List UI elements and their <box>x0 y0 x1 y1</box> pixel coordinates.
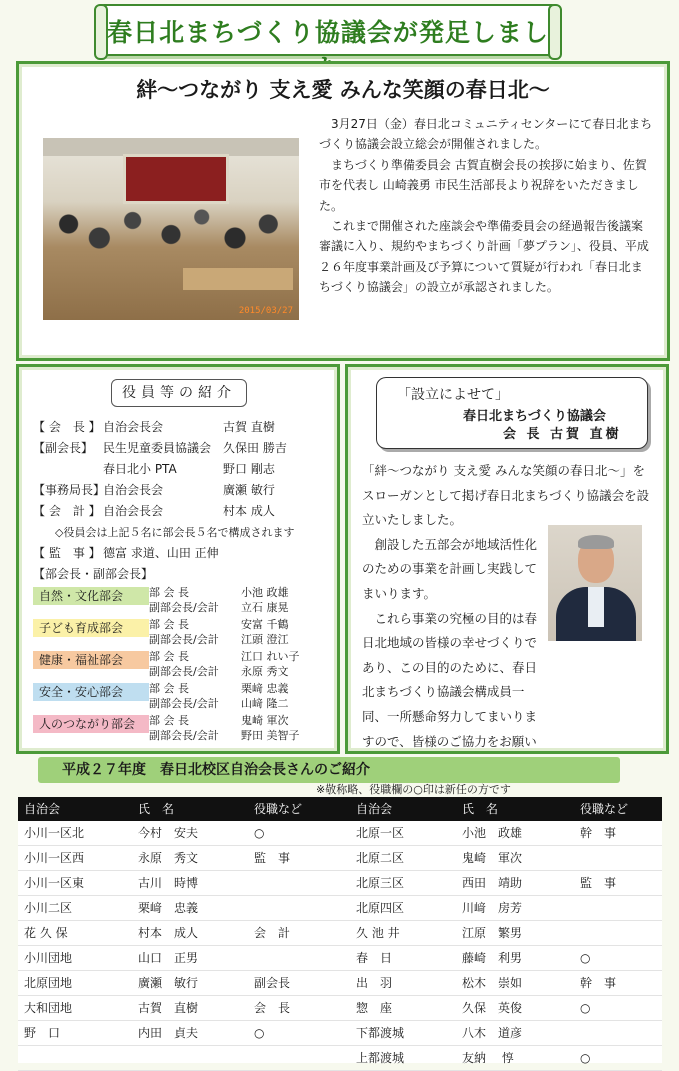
officer-row <box>33 417 333 438</box>
header-cell: 役職など <box>580 802 629 816</box>
roster-note: ※敬称略、役職欄の○印は新任の方です <box>316 783 511 796</box>
row-name: 鬼崎 軍次 <box>462 851 523 865</box>
row-position: 監 事 <box>254 851 291 865</box>
row-association: 北原団地 <box>24 976 73 990</box>
meeting-paragraph: まちづくり準備委員会 古賀直樹会長の挨拶に始まり、佐賀市を代表し 山崎義勇 市民生活部長より祝辞をいただきました。 <box>319 157 647 213</box>
row-position: 監 事 <box>580 876 617 890</box>
header-cell: 自治会 <box>356 802 393 816</box>
post-name: 立石 康晃 <box>241 601 289 614</box>
row-position: 幹 事 <box>580 976 617 990</box>
roster-row <box>18 1046 662 1071</box>
officers-box <box>16 364 340 754</box>
roster-row <box>18 946 662 971</box>
post-title: 部 会 長 <box>149 618 189 631</box>
row-association: 惣 座 <box>356 1001 393 1015</box>
row-association: 小川一区東 <box>24 876 85 890</box>
row-position <box>248 1046 350 1070</box>
officer-row <box>33 501 333 522</box>
division-row <box>33 617 333 649</box>
post-name: 江口 れい子 <box>241 650 300 663</box>
row-position <box>248 946 350 970</box>
row-association: 北原二区 <box>356 851 405 865</box>
row-name: 古賀 直樹 <box>138 1001 199 1015</box>
officers-title: 役員等の紹介 <box>111 379 247 407</box>
roster-row <box>18 871 662 896</box>
roster-row <box>18 996 662 1021</box>
post-title: 部 会 長 <box>149 682 189 695</box>
row-position: ○ <box>254 826 265 840</box>
message-header <box>376 377 648 449</box>
post-title: 副部会長/会計 <box>149 697 219 710</box>
division-row <box>33 713 333 745</box>
row-association: 花 久 保 <box>24 926 68 940</box>
row-position: 会 計 <box>254 926 291 940</box>
row-name: 山口 正男 <box>138 951 199 965</box>
row-name: 永原 秀文 <box>138 851 199 865</box>
post-name: 小池 政雄 <box>241 586 289 599</box>
page-banner <box>100 4 556 56</box>
photo-date-stamp: 2015/03/27 <box>238 306 293 316</box>
row-name: 江原 繁男 <box>462 926 523 940</box>
row-association: 小川一区西 <box>24 851 85 865</box>
division-badge: 健康・福祉部会 <box>33 651 149 669</box>
message-organization: 春日北まちづくり協議会 <box>463 409 606 424</box>
message-paragraph: これら事業の究極の目的は春日北地域の皆様の幸せづくりであり、この目的のために、春日北まちづくり協議会構成員一同、一所懸命努力してまいりますので、皆様のご協力をお願い <box>362 610 538 749</box>
row-position <box>574 846 660 870</box>
row-name: 八木 道彦 <box>462 1026 523 1040</box>
division-row <box>33 681 333 713</box>
division-row <box>33 649 333 681</box>
row-position: 会 長 <box>254 1001 291 1015</box>
officer-group: 自治会長会 <box>103 420 164 434</box>
post-name: 安富 千鶴 <box>241 618 289 631</box>
post-name: 永原 秀文 <box>241 665 289 678</box>
row-association: 大和団地 <box>24 1001 73 1015</box>
roster-row <box>18 1021 662 1046</box>
officer-role: 【 会 長 】 <box>33 420 101 434</box>
officer-group: 民生児童委員協議会 <box>103 441 212 455</box>
meeting-heading: 絆～つながり 支え愛 みんな笑顔の春日北～ <box>136 78 550 102</box>
officer-row <box>33 459 333 480</box>
row-position: ○ <box>580 1001 591 1015</box>
officer-list <box>33 417 333 745</box>
row-name: 廣瀬 敏行 <box>138 976 199 990</box>
post-title: 副部会長/会計 <box>149 601 219 614</box>
post-title: 副部会長/会計 <box>149 633 219 646</box>
row-association: 出 羽 <box>356 976 393 990</box>
roster-row <box>18 846 662 871</box>
post-title: 副部会長/会計 <box>149 729 219 742</box>
post-title: 部 会 長 <box>149 714 189 727</box>
page-title: 春日北まちづくり協議会が発足しまし <box>107 18 549 47</box>
meeting-photo <box>43 138 299 320</box>
row-association: 小川二区 <box>24 901 73 915</box>
row-position <box>574 896 660 920</box>
header-cell: 役職など <box>254 802 303 816</box>
row-name: 今村 安夫 <box>138 826 199 840</box>
row-association: 野 口 <box>24 1026 61 1040</box>
row-position: 副会長 <box>254 976 291 990</box>
row-position: ○ <box>254 1026 265 1040</box>
meeting-paragraph: 3月27日（金）春日北コミュニティセンターにて春日北まちづくり協議会設立総会が開催されました。 <box>319 117 653 152</box>
division-badge: 子ども育成部会 <box>33 619 149 637</box>
auditor-role: 【 監 事 】 <box>33 546 101 560</box>
roster-row <box>18 921 662 946</box>
post-name: 山﨑 隆二 <box>241 697 289 710</box>
row-position: 幹 事 <box>580 826 617 840</box>
roster-row <box>18 896 662 921</box>
roster-body <box>18 821 662 1071</box>
message-title: 「設立によせて」 <box>397 387 509 403</box>
roster-header-row <box>18 797 662 821</box>
officer-name: 村本 成人 <box>223 504 275 518</box>
row-name: 西田 靖助 <box>462 876 523 890</box>
post-title: 副部会長/会計 <box>149 665 219 678</box>
officer-group: 自治会長会 <box>103 483 164 497</box>
roster-row <box>18 971 662 996</box>
officer-role <box>33 459 103 480</box>
photo-table <box>183 268 293 290</box>
message-paragraph: 創設した五部会が地域活性化のための事業を計画し実践してまいります。 <box>362 536 538 601</box>
row-association: 北原三区 <box>356 876 405 890</box>
row-association: 北原四区 <box>356 901 405 915</box>
row-association <box>18 1046 134 1070</box>
row-name: 松木 崇如 <box>462 976 523 990</box>
header-cell: 自治会 <box>24 802 61 816</box>
row-position <box>574 1021 660 1045</box>
post-title: 部 会 長 <box>149 650 189 663</box>
roster-table <box>18 797 662 1063</box>
message-paragraph: 「絆～つながり 支え愛 みんな笑顔の春日北～」をスローガンとして掲げ春日北まちづくり協議会を設立いたしました。 <box>362 463 650 528</box>
row-association: 春 日 <box>356 951 393 965</box>
row-name: 村本 成人 <box>138 926 199 940</box>
officer-row <box>33 438 333 459</box>
photo-audience <box>43 196 299 266</box>
row-name: 内田 貞夫 <box>138 1026 199 1040</box>
post-name: 野田 美智子 <box>241 729 300 742</box>
row-association: 久 池 井 <box>356 926 400 940</box>
meeting-paragraph: これまで開催された座談会や準備委員会の経過報告後議案審議に入り、規約やまちづくり計画「夢プラン」、役員、平成２６年度事業計画及び予算について質疑が行われ「春日北まちづくり協議会」の設立が承認されました。 <box>319 219 649 295</box>
row-name: 友納 惇 <box>462 1051 514 1065</box>
officer-row <box>33 480 333 501</box>
roster-title: 平成２７年度 春日北校区自治会長さんのご紹介 <box>38 757 620 783</box>
officer-name: 野口 剛志 <box>223 462 275 476</box>
row-name: 藤崎 利男 <box>462 951 523 965</box>
header-cell: 氏 名 <box>462 802 499 816</box>
row-name <box>134 1046 248 1070</box>
row-name: 小池 政雄 <box>462 826 523 840</box>
division-badge: 自然・文化部会 <box>33 587 149 605</box>
roster-row <box>18 821 662 846</box>
post-name: 鬼崎 軍次 <box>241 714 289 727</box>
officer-group: 自治会長会 <box>103 504 164 518</box>
meeting-text <box>319 114 653 298</box>
division-heading: 【部会長・副部会長】 <box>33 567 154 581</box>
row-name: 川﨑 房芳 <box>462 901 523 915</box>
message-author: 会 長 古賀 直樹 <box>503 427 622 442</box>
row-position <box>248 896 350 920</box>
officer-role: 【事務局長】 <box>33 483 106 497</box>
row-association: 小川一区北 <box>24 826 85 840</box>
officer-role: 【副会長】 <box>33 441 94 455</box>
post-name: 栗﨑 忠義 <box>241 682 289 695</box>
division-badge: 人のつながり部会 <box>33 715 149 733</box>
row-name: 久保 英俊 <box>462 1001 523 1015</box>
post-name: 江頭 澄江 <box>241 633 289 646</box>
row-position: ○ <box>580 1051 591 1065</box>
division-posts <box>149 649 311 679</box>
row-position: ○ <box>580 951 591 965</box>
officer-name: 久保田 勝吉 <box>223 441 287 455</box>
post-title: 部 会 長 <box>149 586 189 599</box>
auditor-row <box>33 543 333 564</box>
row-association: 下都渡城 <box>356 1026 405 1040</box>
row-name: 古川 時博 <box>138 876 199 890</box>
president-message-box <box>345 364 669 754</box>
officer-name: 古賀 直樹 <box>223 420 275 434</box>
row-association: 小川団地 <box>24 951 73 965</box>
officer-name: 廣瀬 敏行 <box>223 483 275 497</box>
division-posts <box>149 617 311 647</box>
division-badge: 安全・安心部会 <box>33 683 149 701</box>
officer-note: ◇役員会は上記５名に部会長５名で構成されます <box>55 526 295 539</box>
division-posts <box>149 681 311 711</box>
meeting-report-box <box>16 61 670 361</box>
row-position <box>574 921 660 945</box>
row-position <box>248 871 350 895</box>
message-text <box>362 459 652 779</box>
division-posts <box>149 713 311 743</box>
auditor-names: 德富 求道、山田 正伸 <box>103 546 219 560</box>
division-row <box>33 585 333 617</box>
officer-role: 【 会 計 】 <box>33 504 101 518</box>
officer-group: 春日北小 PTA <box>103 462 177 476</box>
row-association: 上都渡城 <box>356 1051 405 1065</box>
header-cell: 氏 名 <box>138 802 175 816</box>
division-posts <box>149 585 311 615</box>
row-name: 栗﨑 忠義 <box>138 901 199 915</box>
row-association: 北原一区 <box>356 826 405 840</box>
